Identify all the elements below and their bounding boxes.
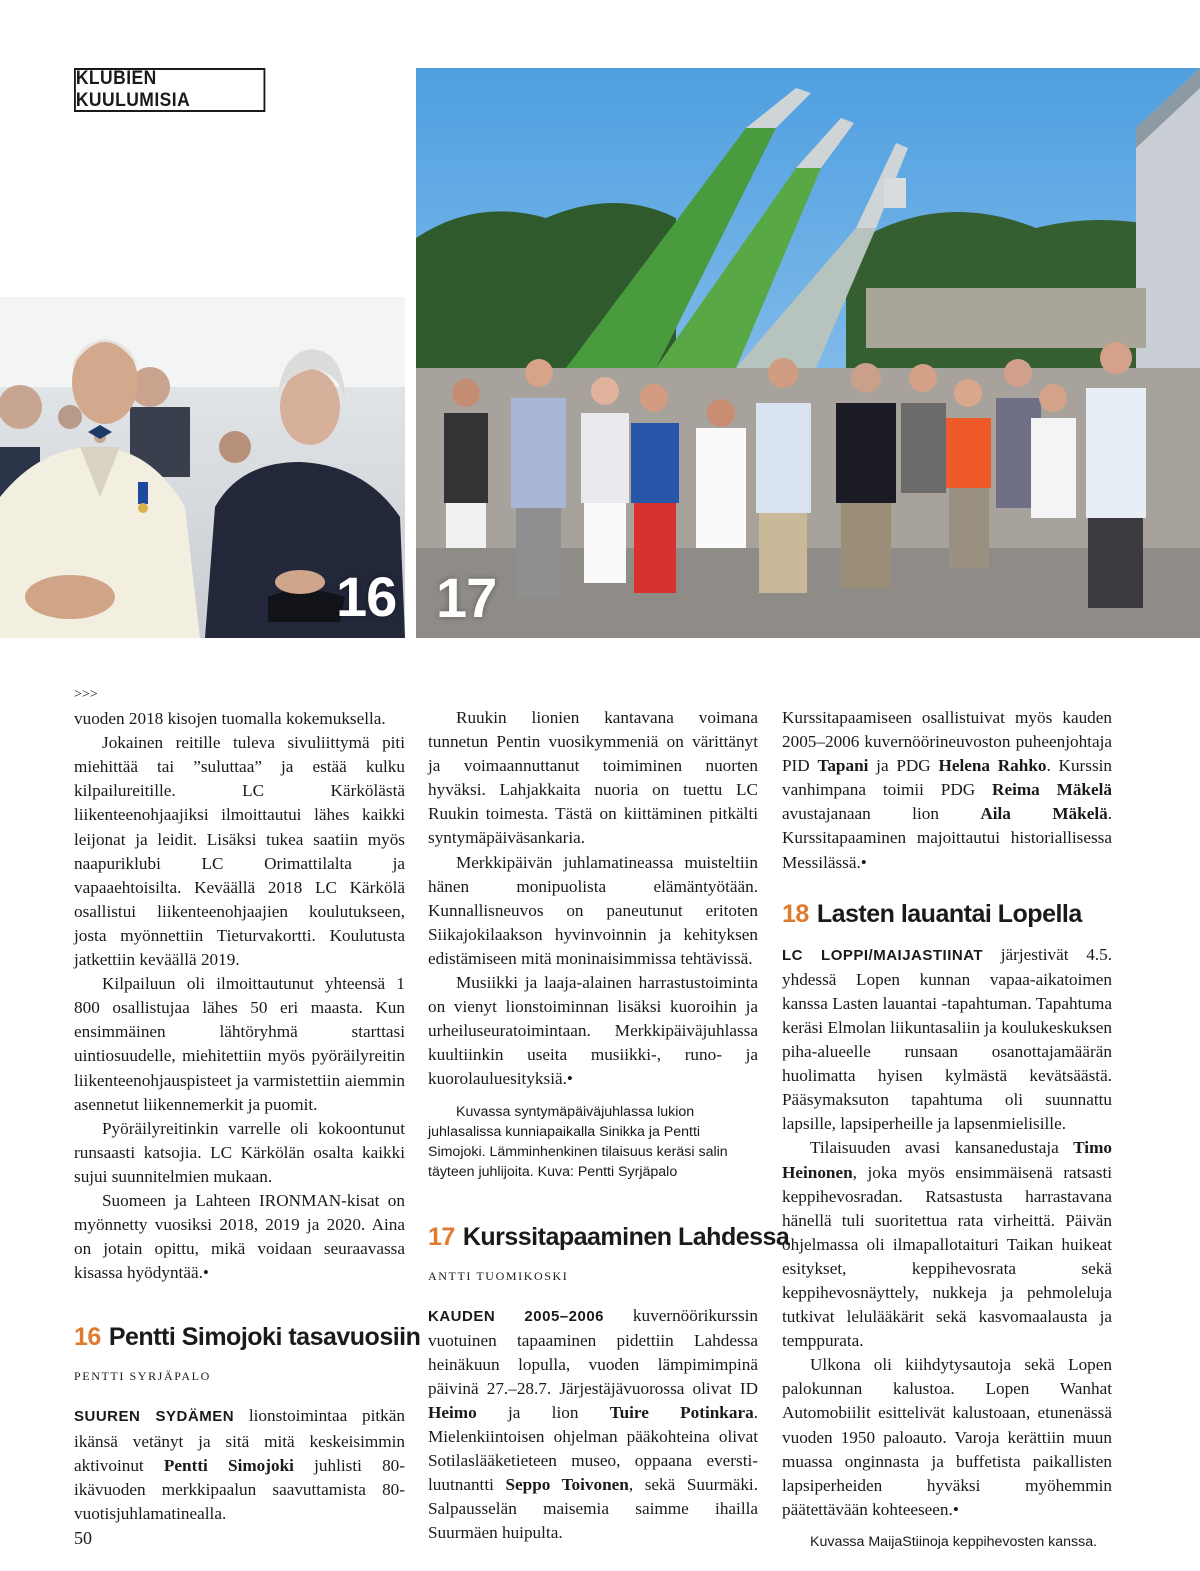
text: ja lion <box>476 1402 610 1422</box>
text: kuvernöörikurssin vuotuinen tapaaminen pidettiin Lahdessa heinäkuun lopulla, vuoden lämpimimpinä päivinä 27.–28.7. Järjestäjävuorossa olivat ID <box>428 1305 759 1398</box>
article-17-title: Kurssitapaaminen Lahdessa <box>462 1222 790 1251</box>
paragraph: Pyöräilyreitinkin varrelle oli kokoontunut runsaasti katsojia. LC Kärkölän osalta kaikki sujui suunnitelmien mukaan. <box>74 1118 405 1186</box>
section-label: KLUBIEN KUULUMISIA <box>74 68 265 112</box>
paragraph: Suomeen ja Lahteen IRONMAN-kisat on myönnetty vuosiksi 2018, 2019 ja 2020. Aina on jotain opittu, mikä voidaan seuraavassa kisassa hyödyntää.• <box>74 1190 405 1283</box>
person-name: Reima Mäkelä <box>992 780 1112 800</box>
text: , sekä Suurmäki. Salpausselän maisemia saimme ihailla Suurmäen huipulta. <box>428 1475 758 1543</box>
continuation-mark: >>> <box>74 687 98 702</box>
article-18-lead: LC LOPPI/MAIJASTIINAT <box>782 946 984 964</box>
person-name: Tuire Potinkara <box>609 1402 754 1422</box>
person-name: Heimo <box>428 1402 477 1422</box>
person-name: Timo Heinonen <box>782 1138 1112 1182</box>
paragraph: Kilpailuun oli ilmoittautunut yhteensä 1 800 osallistujaa lähes 50 eri maasta. Kun ensimmäinen lähtöryhmä starttasi uintiosuudelle, miehitettiin myös pyöräilyreitin liikenteenohjauspisteet ja varmistettiin aiemmin asennetut liikennemerkit ja puomit. <box>74 974 405 1114</box>
text: , joka myös ensimmäisenä ratsasti keppihevosradan. Ratsastusta harrastavana hänellä tuli suoritettua rata virheittä. Päivän ohjelmassa oli ilmapallotaituri Taikan huikeat esitykset, keppihevosrata sekä keppihevosnäyttely, nukkeja ja pehmoleluja tutkivat lelulääkärit sekä kasvomaalausta ja temppurata. <box>782 1162 1112 1351</box>
article-17-byline: ANTTI TUOMIKOSKI <box>428 1268 569 1283</box>
text: . Mielenkiintoisen ohjelman pääkohteina olivat Sotilaslääketieteen museo, oppaana everstiluutnantti <box>428 1402 758 1495</box>
article-16-heading <box>74 1322 421 1352</box>
photo-16-number: 16 <box>336 565 397 628</box>
paragraph: Ruukin lionien kantavana voimana tunnetun Pentin vuosikymmeniä on värittänyt ja voimaannuttanut toimiminen nuorten hyväksi. Lahjakkaita nuoria on tuettu LC Ruukin toimesta. Tästä on kiittäminen pitkälti syntymäpäiväsankaria. <box>428 708 758 848</box>
photo-17-number: 17 <box>436 566 497 629</box>
article-18-heading <box>782 899 1112 929</box>
article-18-title: Lasten lauantai Lopella <box>816 899 1082 928</box>
paragraph: Musiikki ja laaja-alainen harrastustoiminta on vienyt lionstoiminnan lisäksi kuoroihin ja urheiluseuratoimintaan. Merkkipäiväjuhlassa kuultiinkin useita musiikki-, runo- ja kuorolauluesityksiä.• <box>428 973 758 1089</box>
column-1 <box>74 683 421 1526</box>
photo-17 <box>416 68 1200 638</box>
photo-17-image <box>416 68 1200 638</box>
article-18-number: 18 <box>782 899 809 928</box>
article-16-title: Pentti Simojoki tasavuosiin <box>108 1323 421 1352</box>
article-17-lead: KAUDEN 2005–2006 <box>428 1307 605 1325</box>
article-17-number: 17 <box>428 1222 455 1251</box>
photo-16-caption: Kuvassa syntymäpäiväjuhlassa lukion juhlasalissa kunniapaikalla Sinikka ja Pentti Simojoki. Lämminhenkinen tilaisuus keräsi salin täyteen juhlijoita. Kuva: Pentti Syrjäpalo <box>428 1103 728 1180</box>
article-16-byline: PENTTI SYRJÄPALO <box>74 1369 211 1384</box>
person-name: Helena Rahko <box>938 756 1047 776</box>
paragraph: Merkkipäivän juhlamatineassa muisteltiin hänen monipuolista elämäntyötään. Kunnallisneuvos on paneutunut eritoten Siikajokilaakson hyvinvoinnin ja kehityksen edistämiseen mitä moninaisimmissa tehtävissä. <box>428 852 758 968</box>
person-name: Pentti Simojoki <box>163 1455 294 1475</box>
paragraph <box>782 706 1112 875</box>
article-17-body <box>428 1304 758 1546</box>
photo-16 <box>0 297 405 638</box>
article-17-heading <box>428 1222 790 1252</box>
text: . Kurssin vanhimpana toimii PDG <box>782 756 1113 800</box>
text: lionstoimintaa pitkän ikänsä vetänyt ja sitä mitä keskeisimmin aktivoinut <box>74 1406 405 1475</box>
person-name: Aila Mäkelä <box>980 804 1108 824</box>
person-name: Tapani <box>817 756 869 776</box>
paragraph <box>782 1136 1112 1353</box>
article-16-lead: SUUREN SYDÄMEN <box>74 1408 235 1426</box>
paragraph: Jokainen reitille tuleva sivuliittymä piti miehittää tai ”suluttaa” ja estää kulku kilpailureitille. LC Kärkölästä liikenteenohjaajiksi ilmoittautui lähes kaikki leijonat ja leidit. Lisäksi tukea saatiin myös naapuriklubi LC Orimattilalta ja vapaaehtoisilta. Keväällä 2018 LC Kärkölä osallistui liikenteenohjaajien koulutukseen, josta myönnettiin Tieturvakortti. Koulutusta jatkettiin keväällä 2019. <box>74 733 405 970</box>
text: Kurssitapaamiseen osallistuivat myös kauden 2005–2006 kuvernöörineuvoston puheenjohtaja PID <box>782 708 1112 776</box>
article-16-body <box>74 1404 405 1525</box>
column-3 <box>782 706 1112 1552</box>
text: avustajanaan lion <box>782 804 981 824</box>
page-number: 50 <box>74 1528 92 1548</box>
column-2 <box>428 706 790 1546</box>
person-name: Seppo Toivonen <box>505 1475 629 1495</box>
paragraph: Ulkona oli kiihdytysautoja sekä Lopen palokunnan kalustoa. Lopen Wanhat Automobiilit esittelivät kalustoaan, etunenässä vuoden 1950 paloauto. Varoja kerättiin muun muassa onginnasta ja buffetista paikallisten lapsiperheiden hyväksi myöhemmin päätettävään kohteeseen.• <box>782 1355 1112 1519</box>
text: järjestivät 4.5. yhdessä Lopen kunnan vapaa-aikatoimen kanssa Lasten lauantai -tapahtuman. Tapahtuma keräsi Elmolan liikuntasaliin ja koulukeskuksen piha-alueelle runsaan osanottajamäärän huolimatta hyisen kylmästä kevätsäästä. Pääsymaksuton tapahtuma oli suunnattu lapsille, lapsiperheille ja lapsenmielisille. <box>782 944 1112 1134</box>
photo-18-caption: Kuvassa MaijaStiinoja keppihevosten kanssa. <box>810 1533 1098 1550</box>
text: . Kurssitapaaminen majoittautui historiallisessa Messilässä.• <box>782 804 1112 872</box>
article-16-number: 16 <box>74 1323 101 1352</box>
text: Tilaisuuden avasi kansanedustaja <box>810 1138 1074 1158</box>
paragraph: vuoden 2018 kisojen tuomalla kokemuksella. <box>74 709 386 729</box>
text: ja PDG <box>868 756 939 776</box>
text: juhlisti 80-ikävuoden merkkipaalun saavuttamista 80-vuotisjuhlamatinealla. <box>74 1455 405 1523</box>
article-18-body <box>782 943 1112 1137</box>
